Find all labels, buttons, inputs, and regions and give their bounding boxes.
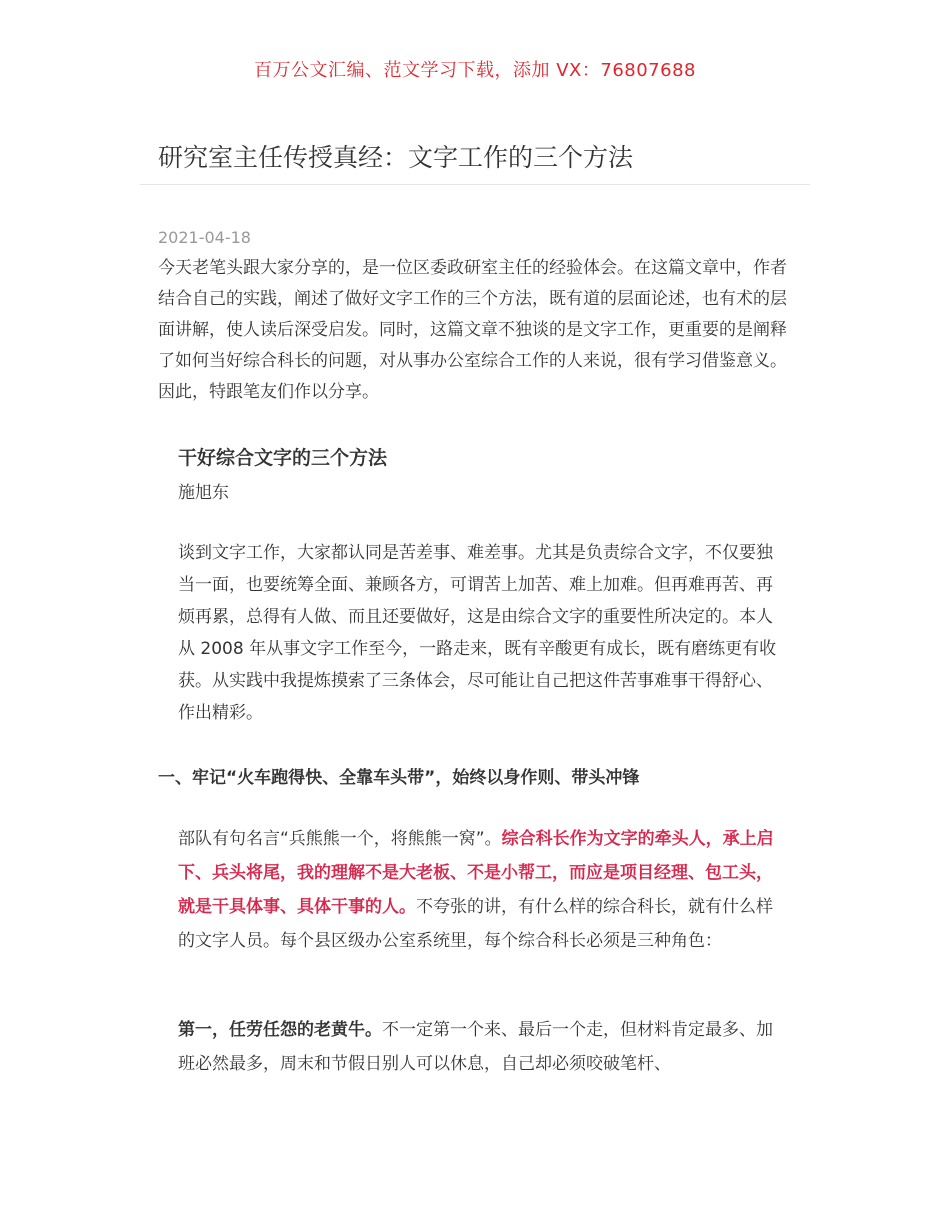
intro-paragraph: 今天老笔头跟大家分享的，是一位区委政研室主任的经验体会。在这篇文章中，作者结合自己的实践，阐述了做好文字工作的三个方法，既有道的层面论述，也有术的层面讲解，使人读后深受启发。同时，这篇文章不独谈的是文字工作，更重要的是阐释了如何当好综合科长的问题，对从事办公室综合工作的人来说，很有学习借鉴意义。因此，特跟笔友们作以分享。 — [158, 258, 787, 402]
publish-date: 2021-04-18 — [158, 228, 251, 247]
body-paragraph-2 — [178, 822, 778, 958]
body-paragraph-2-tail: 不夸张的讲，有什么样的综合科长，就有什么样的文字人员。每个县区级办公室系统里，每个综合科长必须是三种角色： — [178, 897, 773, 951]
title-divider — [140, 184, 810, 185]
author-name: 施旭东 — [178, 483, 229, 503]
body-paragraph-3 — [178, 1013, 778, 1081]
heading-point-one: 一、牢记“火车跑得快、全靠车头带”，始终以身作则、带头冲锋 — [158, 768, 640, 788]
body-paragraph-3-lead: 第一，任劳任怨的老黄牛。 — [178, 1020, 382, 1040]
body-paragraph-1: 谈到文字工作，大家都认同是苦差事、难差事。尤其是负责综合文字，不仅要独当一面，也要统筹全面、兼顾各方，可谓苦上加苦、难上加难。但再难再苦、再烦再累，总得有人做、而且还要做好，这是由综合文字的重要性所决定的。本人从 2008 年从事文字工作至今，一路走来，既有辛酸更有成长，既有磨练更有收获。从实践中我提炼摸索了三条体会，尽可能让自己把这件苦事难事干得舒心、作出精彩。 — [178, 543, 777, 723]
body-paragraph-2-lead: 部队有句名言“兵熊熊一个，将熊熊一窝”。 — [178, 829, 502, 849]
body-paragraph-3-tail: 不一定第一个来、最后一个走，但材料肯定最多、加班必然最多，周末和节假日别人可以休息，自己却必须咬破笔杆、 — [178, 1020, 773, 1074]
article-title: 研究室主任传授真经：文字工作的三个方法 — [158, 143, 634, 172]
body-paragraph-2-highlight: 综合科长作为文字的牵头人，承上启下、兵头将尾，我的理解不是大老板、不是小帮工，而应是项目经理、包工头，就是干具体事、具体干事的人。 — [178, 829, 774, 917]
section-title: 干好综合文字的三个方法 — [178, 447, 388, 469]
promo-banner: 百万公文汇编、范文学习下载，添加 VX：76807688 — [254, 60, 696, 81]
